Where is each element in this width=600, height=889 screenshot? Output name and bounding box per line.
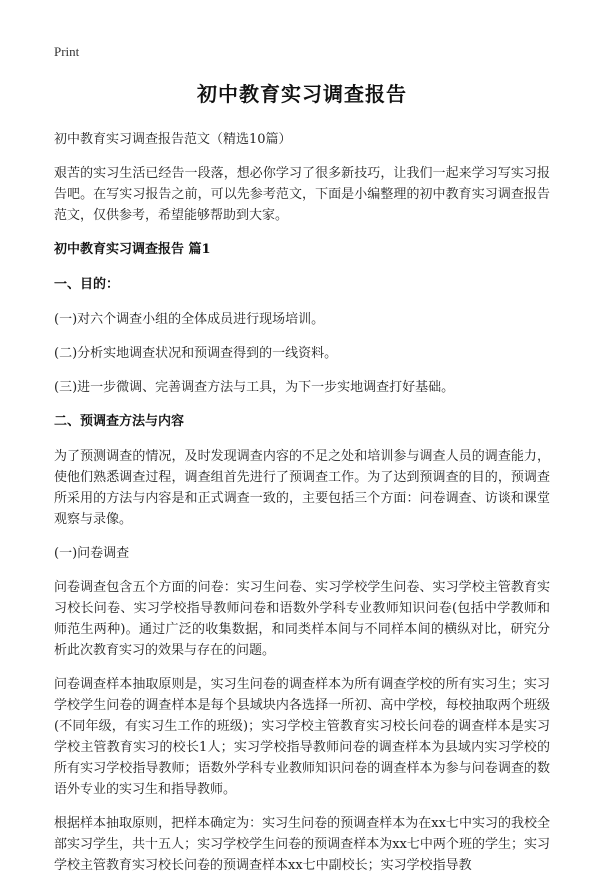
document-subtitle: 初中教育实习调查报告范文（精选10篇） [54,132,292,147]
sub1-paragraph: 根据样本抽取原则，把样本确定为：实习生问卷的预调查样本为在xx七中实习的我校全部实习学生，共十五人；实习学校学生问卷的预调查样本为xx七中两个班的学生；实习学校主管教育实习校长问卷的预调查样本xx七中副校长；实习学校指导教 [54,816,550,873]
part2-heading: 二、预调查方法与内容 [54,414,185,429]
part1-item: (一)对六个调查小组的全体成员进行现场培训。 [54,312,325,327]
sub1-heading: (一)问卷调查 [54,546,130,561]
document-body [54,78,550,889]
part1-heading: 一、目的： [54,277,120,292]
sub1-paragraph: 问卷调查包含五个方面的问卷：实习生问卷、实习学校学生问卷、实习学校主管教育实习校长问卷、实习学校指导教师问卷和语数外学科专业教师知识问卷(包括中学教师和师范生两种)。通过广泛的收集数据，和同类样本间与不同样本间的横纵对比，研究分析此次教育实习的效果与存在的问题。 [54,580,550,658]
part2-intro-paragraph: 为了预测调查的情况，及时发现调查内容的不足之处和培训参与调查人员的调查能力，使他们熟悉调查过程，调查组首先进行了预调查工作。为了达到预调查的目的，预调查所采用的方法与内容是和正式调查一致的，主要包括三个方面：问卷调查、访谈和课堂观察与录像。 [54,449,550,527]
page-title: 初中教育实习调查报告 [197,82,407,106]
intro-paragraph: 艰苦的实习生活已经告一段落，想必你学习了很多新技巧，让我们一起来学习写实习报告吧。在写实习报告之前，可以先参考范文，下面是小编整理的初中教育实习调查报告范文，仅供参考，希望能够帮助到大家。 [54,166,550,223]
section-heading: 初中教育实习调查报告 篇1 [54,242,211,257]
part1-item: (三)进一步微调、完善调查方法与工具，为下一步实地调查打好基础。 [54,380,455,395]
part1-item: (二)分析实地调查状况和预调查得到的一线资料。 [54,346,338,361]
sub1-paragraph: 问卷调查样本抽取原则是，实习生问卷的调查样本为所有调查学校的所有实习生；实习学校学生问卷的调查样本是每个县域块内各选择一所初、高中学校，每校抽取两个班级(不同年级，有实习生工作的班级)；实习学校主管教育实习校长问卷的调查样本是实习学校主管教育实习的校长1人；实习学校指导教师问卷的调查样本为县域内实习学校的所有实习学校指导教师；语数外学科专业教师知识问卷的调查样本为参与问卷调查的数语外专业的实习生和指导教师。 [54,677,550,797]
print-link[interactable]: Print [54,44,80,59]
